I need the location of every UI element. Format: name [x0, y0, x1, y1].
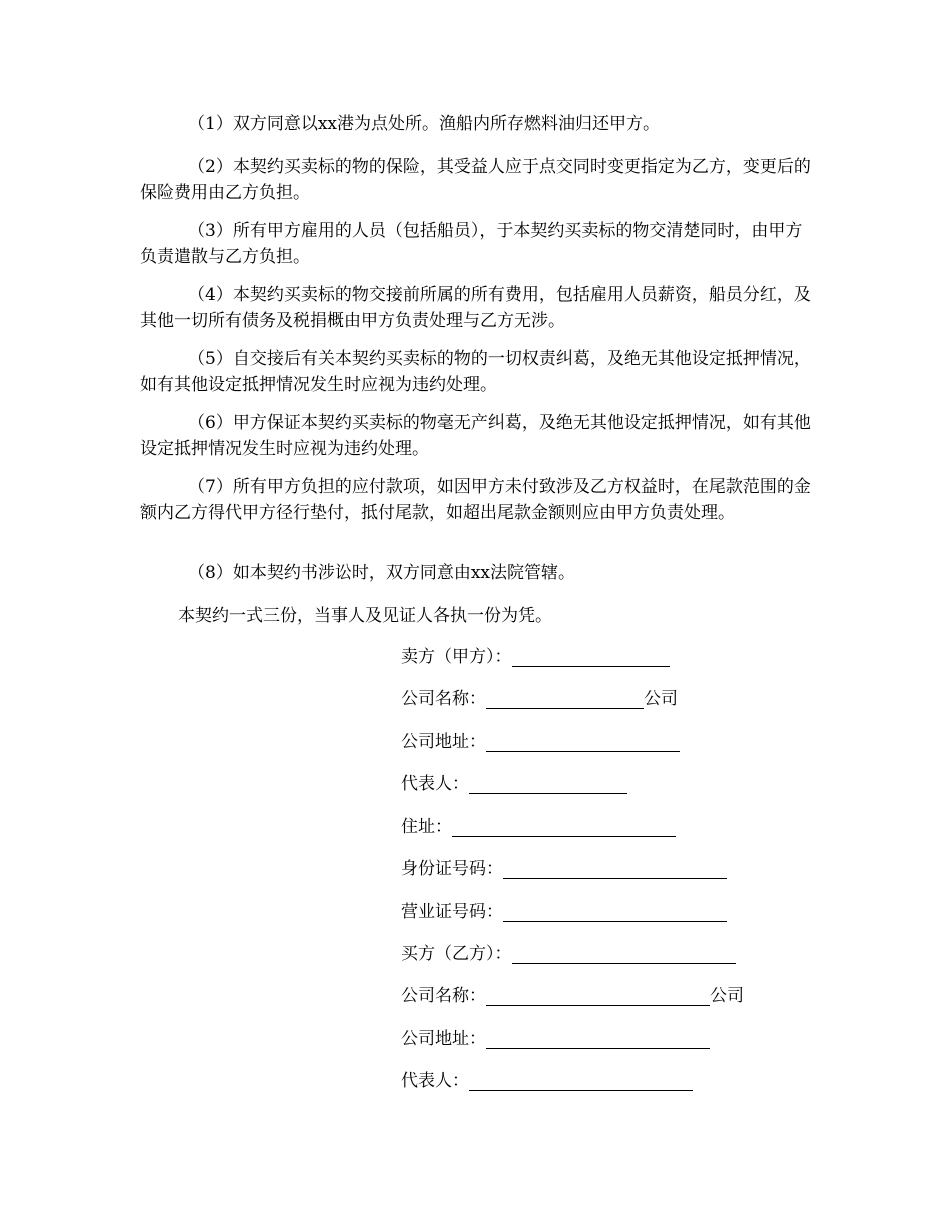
seller-company-address-label: 公司地址： — [401, 732, 486, 752]
clause-4: （4）本契约买卖标的物交接前所属的所有费用，包括雇用人员薪资，船员分红，及其他一切所有债务及税捐概由甲方负责处理与乙方无涉。 — [140, 285, 811, 331]
seller-company-name-blank-line — [486, 688, 644, 709]
seller-row — [401, 644, 670, 670]
seller-address-label: 住址： — [401, 817, 452, 837]
seller-id-label: 身份证号码： — [401, 859, 503, 879]
seller-company-name-label: 公司名称： — [401, 689, 486, 709]
buyer-representative-row — [401, 1068, 693, 1094]
seller-blank-line — [512, 646, 670, 667]
seller-business-license-row — [401, 899, 727, 925]
seller-address-row — [401, 814, 676, 840]
seller-id-blank-line — [503, 858, 727, 879]
seller-representative-blank-line — [469, 773, 627, 794]
closing-statement: 本契约一式三份，当事人及见证人各执一份为凭。 — [178, 606, 552, 626]
buyer-label: 买方（乙方）： — [401, 944, 512, 964]
buyer-representative-label: 代表人： — [401, 1071, 469, 1091]
seller-company-address-row — [401, 729, 680, 755]
seller-address-blank-line — [452, 816, 676, 837]
seller-label: 卖方（甲方）： — [401, 647, 512, 667]
buyer-company-name-label: 公司名称： — [401, 986, 486, 1006]
clause-6: （6）甲方保证本契约买卖标的物毫无产纠葛，及绝无其他设定抵押情况，如有其他设定抵押情况发生时应视为违约处理。 — [140, 413, 811, 459]
buyer-company-address-blank-line — [486, 1028, 710, 1049]
buyer-blank-line — [512, 943, 736, 964]
clause-5: （5）自交接后有关本契约买卖标的物的一切权责纠葛，及绝无其他设定抵押情况，如有其他设定抵押情况发生时应视为违约处理。 — [140, 349, 811, 395]
clause-2: （2）本契约买卖标的物的保险，其受益人应于点交同时变更指定为乙方，变更后的保险费用由乙方负担。 — [140, 157, 811, 203]
buyer-row — [401, 941, 736, 967]
clause-3: （3）所有甲方雇用的人员（包括船员），于本契约买卖标的物交清楚同时，由甲方负责遣散与乙方负担。 — [140, 221, 803, 267]
buyer-company-name-row — [401, 983, 744, 1009]
seller-business-license-blank-line — [503, 901, 727, 922]
seller-company-suffix: 公司 — [644, 689, 678, 709]
clause-7: （7）所有甲方负担的应付款项，如因甲方未付致涉及乙方权益时，在尾款范围的金额内乙方得代甲方径行垫付，抵付尾款，如超出尾款金额则应由甲方负责处理。 — [140, 477, 811, 523]
buyer-representative-blank-line — [469, 1070, 693, 1091]
seller-company-name-row — [401, 686, 678, 712]
seller-business-license-label: 营业证号码： — [401, 902, 503, 922]
seller-company-address-blank-line — [486, 731, 680, 752]
seller-representative-row — [401, 771, 627, 797]
clause-1: （1）双方同意以xx港为点处所。渔船内所存燃料油归还甲方。 — [188, 114, 660, 134]
buyer-company-address-label: 公司地址： — [401, 1029, 486, 1049]
buyer-company-suffix: 公司 — [710, 986, 744, 1006]
clause-8: （8）如本契约书涉讼时，双方同意由xx法院管辖。 — [188, 563, 575, 583]
buyer-company-address-row — [401, 1026, 710, 1052]
seller-representative-label: 代表人： — [401, 774, 469, 794]
buyer-company-name-blank-line — [486, 985, 710, 1006]
seller-id-row — [401, 856, 727, 882]
